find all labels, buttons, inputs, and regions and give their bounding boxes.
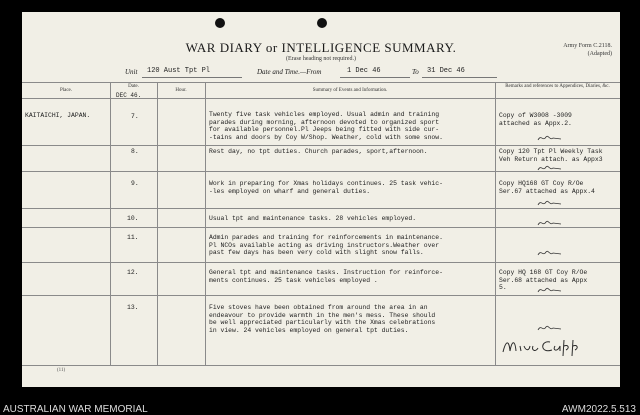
diary-sheet (22, 12, 620, 387)
officer-signature (500, 334, 612, 358)
to-label: To (412, 68, 419, 76)
page-subtitle: (Erase heading not required.) (286, 56, 356, 62)
row-rule (22, 295, 620, 296)
punch-hole (317, 18, 327, 28)
entry-remark: Copy 120 Tpt Pl Weekly Task Veh Return attach. as Appx3 (499, 148, 603, 163)
entry-summary: Five stoves have been obtained from around the area in an endeavour to provide warmth in the men's mess. These should be well appreciated particularly with the Xmas celebrations in view. 24 vehicles employed on general tpt duties. (209, 304, 436, 334)
entry-summary: Usual tpt and maintenance tasks. 28 vehicles employed. (209, 215, 417, 222)
col-summary-header: Summary of Events and Information. (312, 88, 388, 93)
column-rule (205, 82, 206, 365)
initials-signature (537, 323, 565, 333)
initials-signature (537, 198, 565, 208)
row-rule (22, 171, 620, 172)
entry-date: 11. (127, 234, 139, 241)
initials-signature (537, 133, 565, 143)
date-from-underline (340, 77, 410, 78)
entry-date: 13. (127, 304, 139, 311)
row-rule (22, 208, 620, 209)
entry-summary: Rest day, no tpt duties. Church parades, sport,afternoon. (209, 148, 428, 155)
date-from: 1 Dec 46 (347, 67, 381, 75)
entry-remark: Copy HQ168 GT Coy R/Oe Ser.67 attached as Appx.4 (499, 180, 595, 195)
date-to: 31 Dec 46 (427, 67, 465, 75)
entry-summary: Twenty five task vehicles employed. Usual admin and training parades during morning, afternoon devoted to organized sport for available personnel.Pl Jeeps being fitted with side cur- -tains and doors by Coy W/Shop. Weather, cold with some snow. (209, 111, 443, 141)
form-number-text: Army Form C.2118. (563, 43, 612, 49)
row-rule (22, 227, 620, 228)
entry-date: 12. (127, 269, 139, 276)
unit-value: 120 Aust Tpt Pl (147, 67, 211, 75)
initials-signature (537, 163, 565, 173)
initials-signature (537, 218, 565, 228)
entry-summary: General tpt and maintenance tasks. Instruction for reinforce- ments continues. 25 task vehicles employed . (209, 269, 443, 284)
date-label: Date and Time.—From (257, 68, 322, 76)
entry-date: 8. (131, 148, 139, 155)
entry-date: 10. (127, 215, 139, 222)
row-rule (22, 262, 620, 263)
place-value: KAITAICHI, JAPAN. (25, 112, 91, 119)
col-hour-header: Hour. (175, 88, 187, 93)
form-note: (Adapted) (587, 51, 612, 57)
col-place-header: Place. (59, 88, 73, 93)
table-top-rule (22, 82, 620, 83)
date-header-value: DEC 46. (116, 92, 142, 99)
date-to-underline (422, 77, 497, 78)
page-title: WAR DIARY or INTELLIGENCE SUMMARY. (185, 40, 457, 55)
initials-signature (537, 285, 565, 295)
initials-signature (537, 248, 565, 258)
footer-reference: AWM2022.5.513 (561, 404, 636, 415)
entry-summary: Admin parades and training for reinforcements in maintenance. Pl NCOs available acting as driving instructors.Weather over past few days has been very cold with slight snow falls. (209, 234, 443, 257)
header-bottom-rule (22, 98, 620, 99)
punch-hole (215, 18, 225, 28)
entry-date: 7. (131, 113, 139, 120)
col-date-header: Date. (128, 84, 139, 89)
row-rule (22, 145, 620, 146)
form-number (563, 42, 612, 58)
entry-summary: Work in preparing for Xmas holidays continues. 25 task vehic- -les employed on wharf and general duties. (209, 180, 443, 195)
col-remarks-header: Remarks and references to Appendices, Diaries, &c. (505, 84, 610, 89)
entry-remark: Copy of W3008 -3009 attached as Appx.2. (499, 112, 572, 127)
print-note: (11) (57, 368, 66, 373)
footer-archive-name: AUSTRALIAN WAR MEMORIAL (3, 404, 148, 415)
column-rule (110, 82, 111, 365)
unit-underline (142, 77, 242, 78)
entry-remark: Copy HQ 168 GT Coy R/Oe Ser.68 attached as Appx 5. (499, 269, 588, 292)
table-bottom-rule (22, 365, 620, 366)
column-rule (157, 82, 158, 365)
column-rule (495, 82, 496, 365)
entry-date: 9. (131, 180, 139, 187)
unit-label: Unit (125, 68, 138, 76)
